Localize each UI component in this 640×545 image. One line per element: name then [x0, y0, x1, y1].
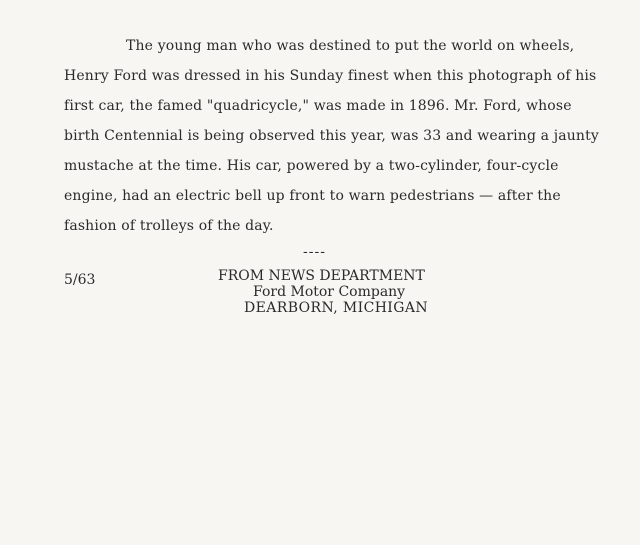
body-line-6: engine, had an electric bell up front to warn pedestrians — after the [64, 188, 561, 204]
body-line-4: birth Centennial is being observed this year, was 33 and wearing a jaunty [64, 128, 599, 144]
separator: ---- [303, 244, 326, 260]
body-line-5: mustache at the time. His car, powered by a two-cylinder, four-cycle [64, 158, 559, 174]
body-line-3: first car, the famed "quadricycle," was made in 1896. Mr. Ford, whose [64, 98, 572, 114]
release-date: 5/63 [64, 272, 96, 288]
body-line-2: Henry Ford was dressed in his Sunday finest when this photograph of his [64, 68, 597, 84]
source-company: Ford Motor Company [253, 284, 406, 300]
body-line-7: fashion of trolleys of the day. [64, 218, 274, 234]
source-location: DEARBORN, MICHIGAN [244, 300, 428, 316]
body-line-1: The young man who was destined to put the world on wheels, [126, 38, 575, 54]
source-department: FROM NEWS DEPARTMENT [218, 268, 425, 284]
